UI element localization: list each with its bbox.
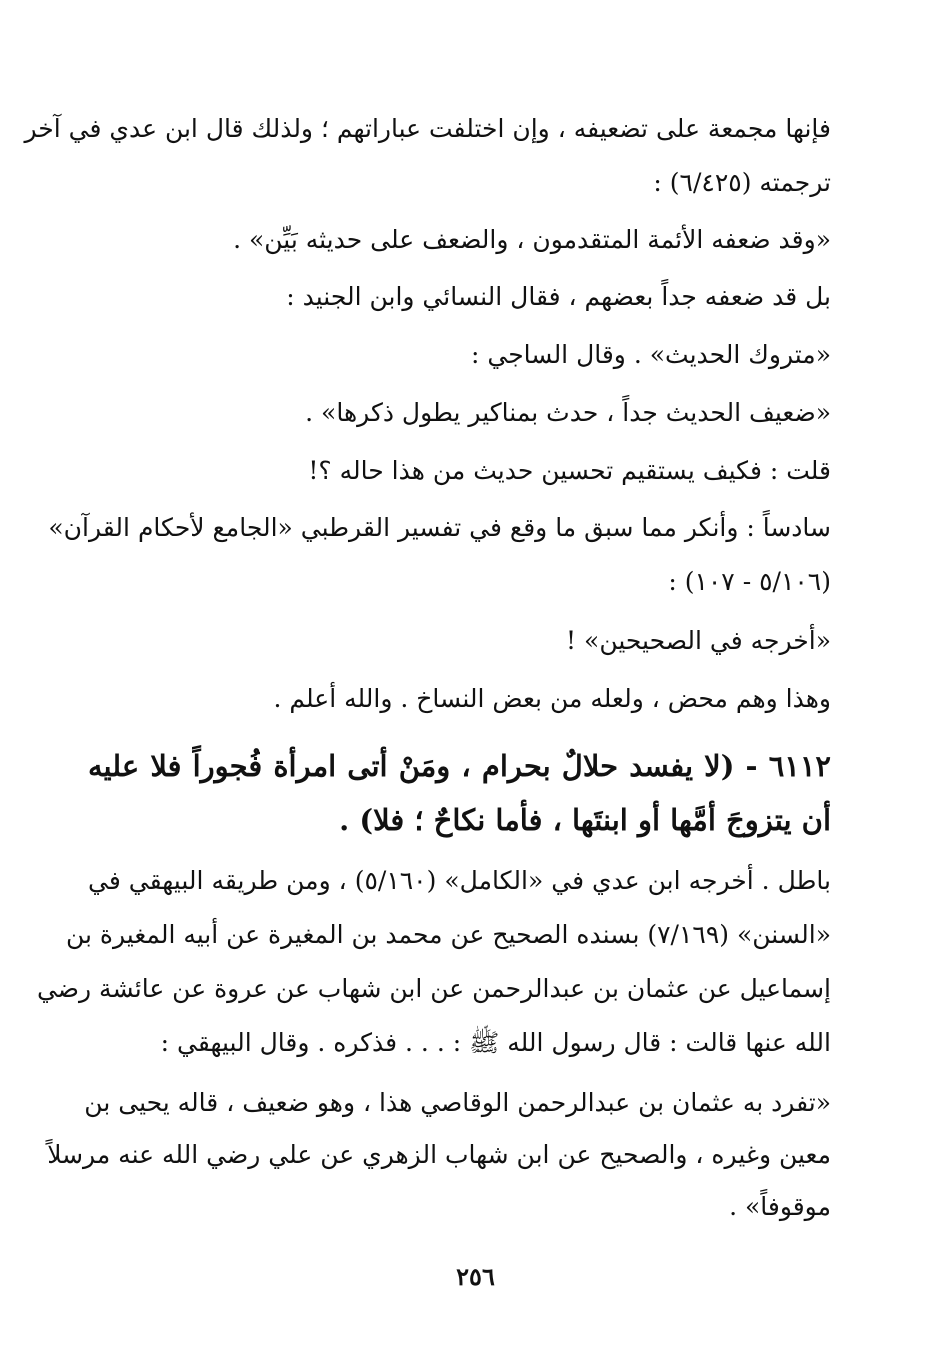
hadith-title-line-2: أن يتزوجَ أمَّها أو ابنتَها ، فأما نكاحٌ ؛ فلا) . <box>339 803 831 837</box>
text-line-2: ترجمته (٦/٤٢٥) : <box>653 168 831 197</box>
quote-line-4: «أخرجه في الصحيحين» ! <box>566 626 831 655</box>
text-line-8: باطل . أخرجه ابن عدي في «الكامل» (٥/١٦٠) ، ومن طريقه البيهقي في <box>88 866 831 895</box>
text-line-3: بل قد ضعفه جداً بعضهم ، فقال النسائي وابن الجنيد : <box>286 282 831 311</box>
text-line-5: سادساً : وأنكر مما سبق ما وقع في تفسير القرطبي «الجامع لأحكام القرآن» <box>48 513 831 542</box>
text-line-1: فإنها مجمعة على تضعيفه ، وإن اختلفت عباراتهم ؛ ولذلك قال ابن عدي في آخر <box>24 114 831 143</box>
page-number: ٢٥٦ <box>456 1262 495 1291</box>
hadith-title-line-1: ٦١١٢ - (لا يفسد حلالٌ بحرام ، ومَنْ أتى امرأة فُجوراً فلا عليه <box>88 749 831 783</box>
quote-line-5: «تفرد به عثمان بن عبدالرحمن الوقاصي هذا ، وهو ضعيف ، قاله يحيى بن <box>84 1088 831 1117</box>
text-line-7: وهذا وهم محض ، ولعله من بعض النساخ . والله أعلم . <box>273 684 831 713</box>
text-line-4: قلت : فكيف يستقيم تحسين حديث من هذا حاله ؟! <box>308 456 831 485</box>
quote-line-7: موقوفاً» . <box>729 1192 831 1221</box>
text-line-11: الله عنها قالت : قال رسول الله ﷺ : . . . فذكره . وقال البيهقي : <box>160 1028 831 1057</box>
quote-line-1: «وقد ضعفه الأئمة المتقدمون ، والضعف على حديثه بَيِّن» . <box>233 225 831 254</box>
text-line-6: (٥/١٠٦ - ١٠٧) : <box>668 567 831 596</box>
quote-line-2: «متروك الحديث» . وقال الساجي : <box>470 340 831 369</box>
text-line-10: إسماعيل عن عثمان بن عبدالرحمن عن ابن شهاب عن عروة عن عائشة رضي <box>36 974 831 1003</box>
text-line-9: «السنن» (٧/١٦٩) بسنده الصحيح عن محمد بن المغيرة عن أبيه المغيرة بن <box>65 920 831 949</box>
quote-line-6: معين وغيره ، والصحيح عن ابن شهاب الزهري عن علي رضي الله عنه مرسلاً <box>47 1140 831 1169</box>
quote-line-3: «ضعيف الحديث جداً ، حدث بمناكير يطول ذكرها» . <box>305 398 831 427</box>
